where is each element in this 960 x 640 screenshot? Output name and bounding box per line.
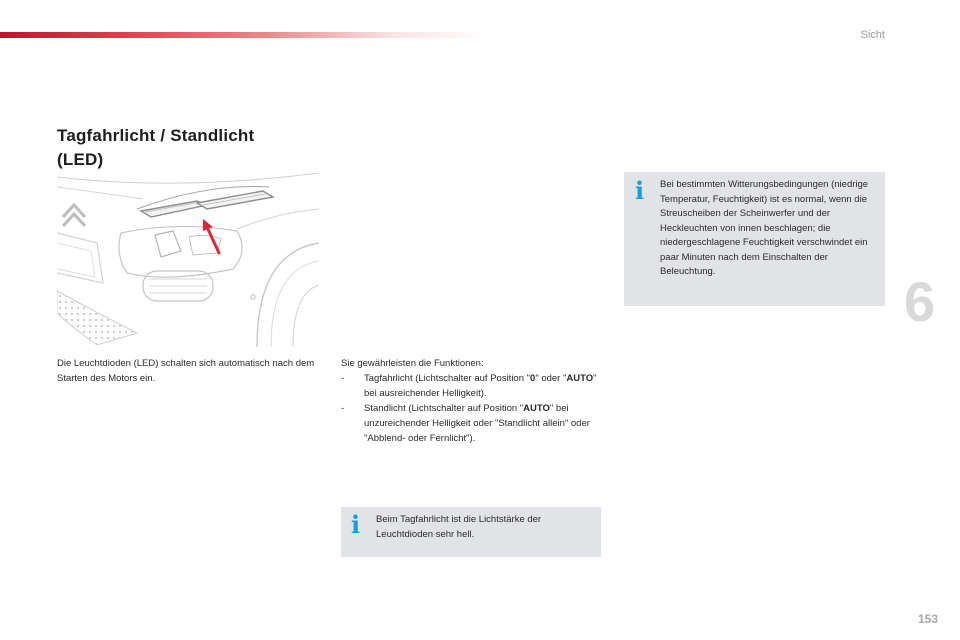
functions-lead: Sie gewährleisten die Funktionen:: [341, 358, 484, 369]
info-icon: i: [635, 176, 645, 205]
title-line-2: (LED): [57, 150, 104, 169]
page-number: 153: [917, 612, 938, 626]
section-label: Sicht: [860, 29, 885, 41]
info-icon: i: [351, 510, 361, 539]
header-accent-bar: [0, 32, 490, 38]
chapter-number: 6: [904, 270, 936, 333]
info-text: Bei bestimmten Witterungsbedingungen (niedrige Temperatur, Feuchtigkeit) ist es normal, wenn die Streuscheiben der Scheinwerfer und der Heckleuchten von innen beschlagen; die niedergeschlagene Feuchtigkeit verschwindet ein paar Minuten nach dem Einschalten der Beleuchtung.: [660, 179, 869, 277]
brand-chevron-icon: [63, 205, 85, 226]
info-box-condensation: [624, 172, 885, 306]
led-daytime-running-lights: [137, 186, 273, 217]
title-line-1: Tagfahrlicht / Standlicht: [57, 126, 255, 145]
list-item: - Tagfahrlicht (Lichtschalter auf Position "0" oder "AUTO" bei ausreichender Helligkeit).: [341, 373, 597, 399]
functions-section: [341, 356, 606, 446]
intro-paragraph: Die Leuchtdioden (LED) schalten sich automatisch nach dem Starten des Motors ein.: [57, 358, 315, 384]
list-dash: -: [341, 373, 345, 384]
list-item: - Standlicht (Lichtschalter auf Position "AUTO" bei unzureichender Helligkeit oder "Standlicht allein" oder "Abblend- oder Fernlicht").: [341, 403, 590, 444]
info-box-brightness: [341, 507, 601, 557]
list-dash: -: [341, 403, 345, 414]
car-front-illustration: [57, 173, 319, 347]
functions-list: [341, 371, 606, 446]
page-title: [57, 124, 317, 172]
info-text: Beim Tagfahrlicht ist die Lichtstärke der Leuchtdioden sehr hell.: [376, 514, 542, 540]
red-arrow-icon: [203, 219, 219, 253]
